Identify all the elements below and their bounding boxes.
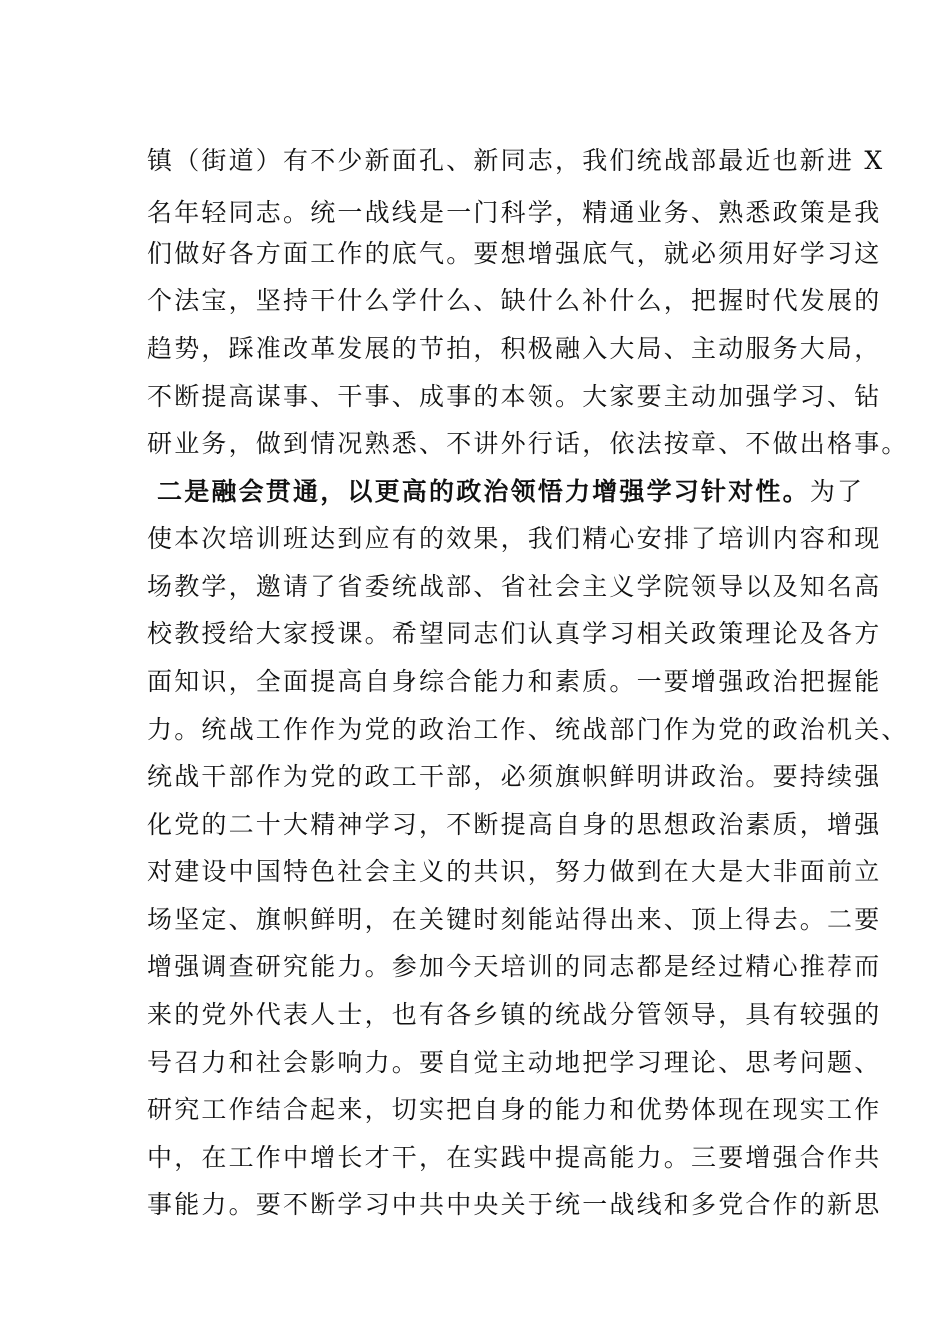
text-line-10: 校教授给大家授课。希望同志们认真学习相关政策理论及各方: [147, 619, 882, 648]
text-line-3: 们做好各方面工作的底气。要想增强底气，就必须用好学习这: [147, 239, 882, 268]
section-heading: 二是融会贯通，以更高的政治领悟力增强学习针对性。: [157, 477, 810, 506]
text-line-9: 场教学，邀请了省委统战部、省社会主义学院领导以及知名高: [147, 572, 882, 601]
text-line-4: 个法宝，坚持干什么学什么、缺什么补什么，把握时代发展的: [147, 286, 882, 315]
text-line-18: 来的党外代表人士，也有各乡镇的统战分管领导，具有较强的: [147, 1000, 882, 1029]
text-line-15: 对建设中国特色社会主义的共识，努力做到在大是大非面前立: [147, 857, 882, 886]
text-line-2: 名年轻同志。统一战线是一门科学，精通业务、熟悉政策是我: [147, 198, 882, 227]
text-line-7: 研业务，做到情况熟悉、不讲外行话，依法按章、不做出格事。: [147, 429, 909, 458]
text-line-1: 镇（街道）有不少新面孔、新同志，我们统战部最近也新进 X: [147, 146, 885, 175]
text-line-8: 使本次培训班达到应有的效果，我们精心安排了培训内容和现: [147, 524, 882, 553]
text-line-16: 场坚定、旗帜鲜明，在关键时刻能站得出来、顶上得去。二要: [147, 905, 882, 934]
text-line-11: 面知识，全面提高自身综合能力和素质。一要增强政治把握能: [147, 667, 882, 696]
text-line-12: 力。统战工作作为党的政治工作、统战部门作为党的政治机关、: [147, 715, 909, 744]
text-line-20: 研究工作结合起来，切实把自身的能力和优势体现在现实工作: [147, 1095, 882, 1124]
text-line-21: 中，在工作中增长才干，在实践中提高能力。三要增强合作共: [147, 1143, 882, 1172]
section-heading-tail: 为了: [809, 477, 865, 506]
text-line-5: 趋势，踩准改革发展的节拍，积极融入大局、主动服务大局，: [147, 334, 882, 363]
section-heading-line: [157, 472, 864, 512]
text-line-22: 事能力。要不断学习中共中央关于统一战线和多党合作的新思: [147, 1190, 882, 1219]
text-line-6: 不断提高谋事、干事、成事的本领。大家要主动加强学习、钻: [147, 382, 882, 411]
text-line-14: 化党的二十大精神学习，不断提高自身的思想政治素质，增强: [147, 810, 882, 839]
text-line-17: 增强调查研究能力。参加今天培训的同志都是经过精心推荐而: [147, 952, 882, 981]
text-line-19: 号召力和社会影响力。要自觉主动地把学习理论、思考问题、: [147, 1048, 882, 1077]
text-line-13: 统战干部作为党的政工干部，必须旗帜鲜明讲政治。要持续强: [147, 762, 882, 791]
